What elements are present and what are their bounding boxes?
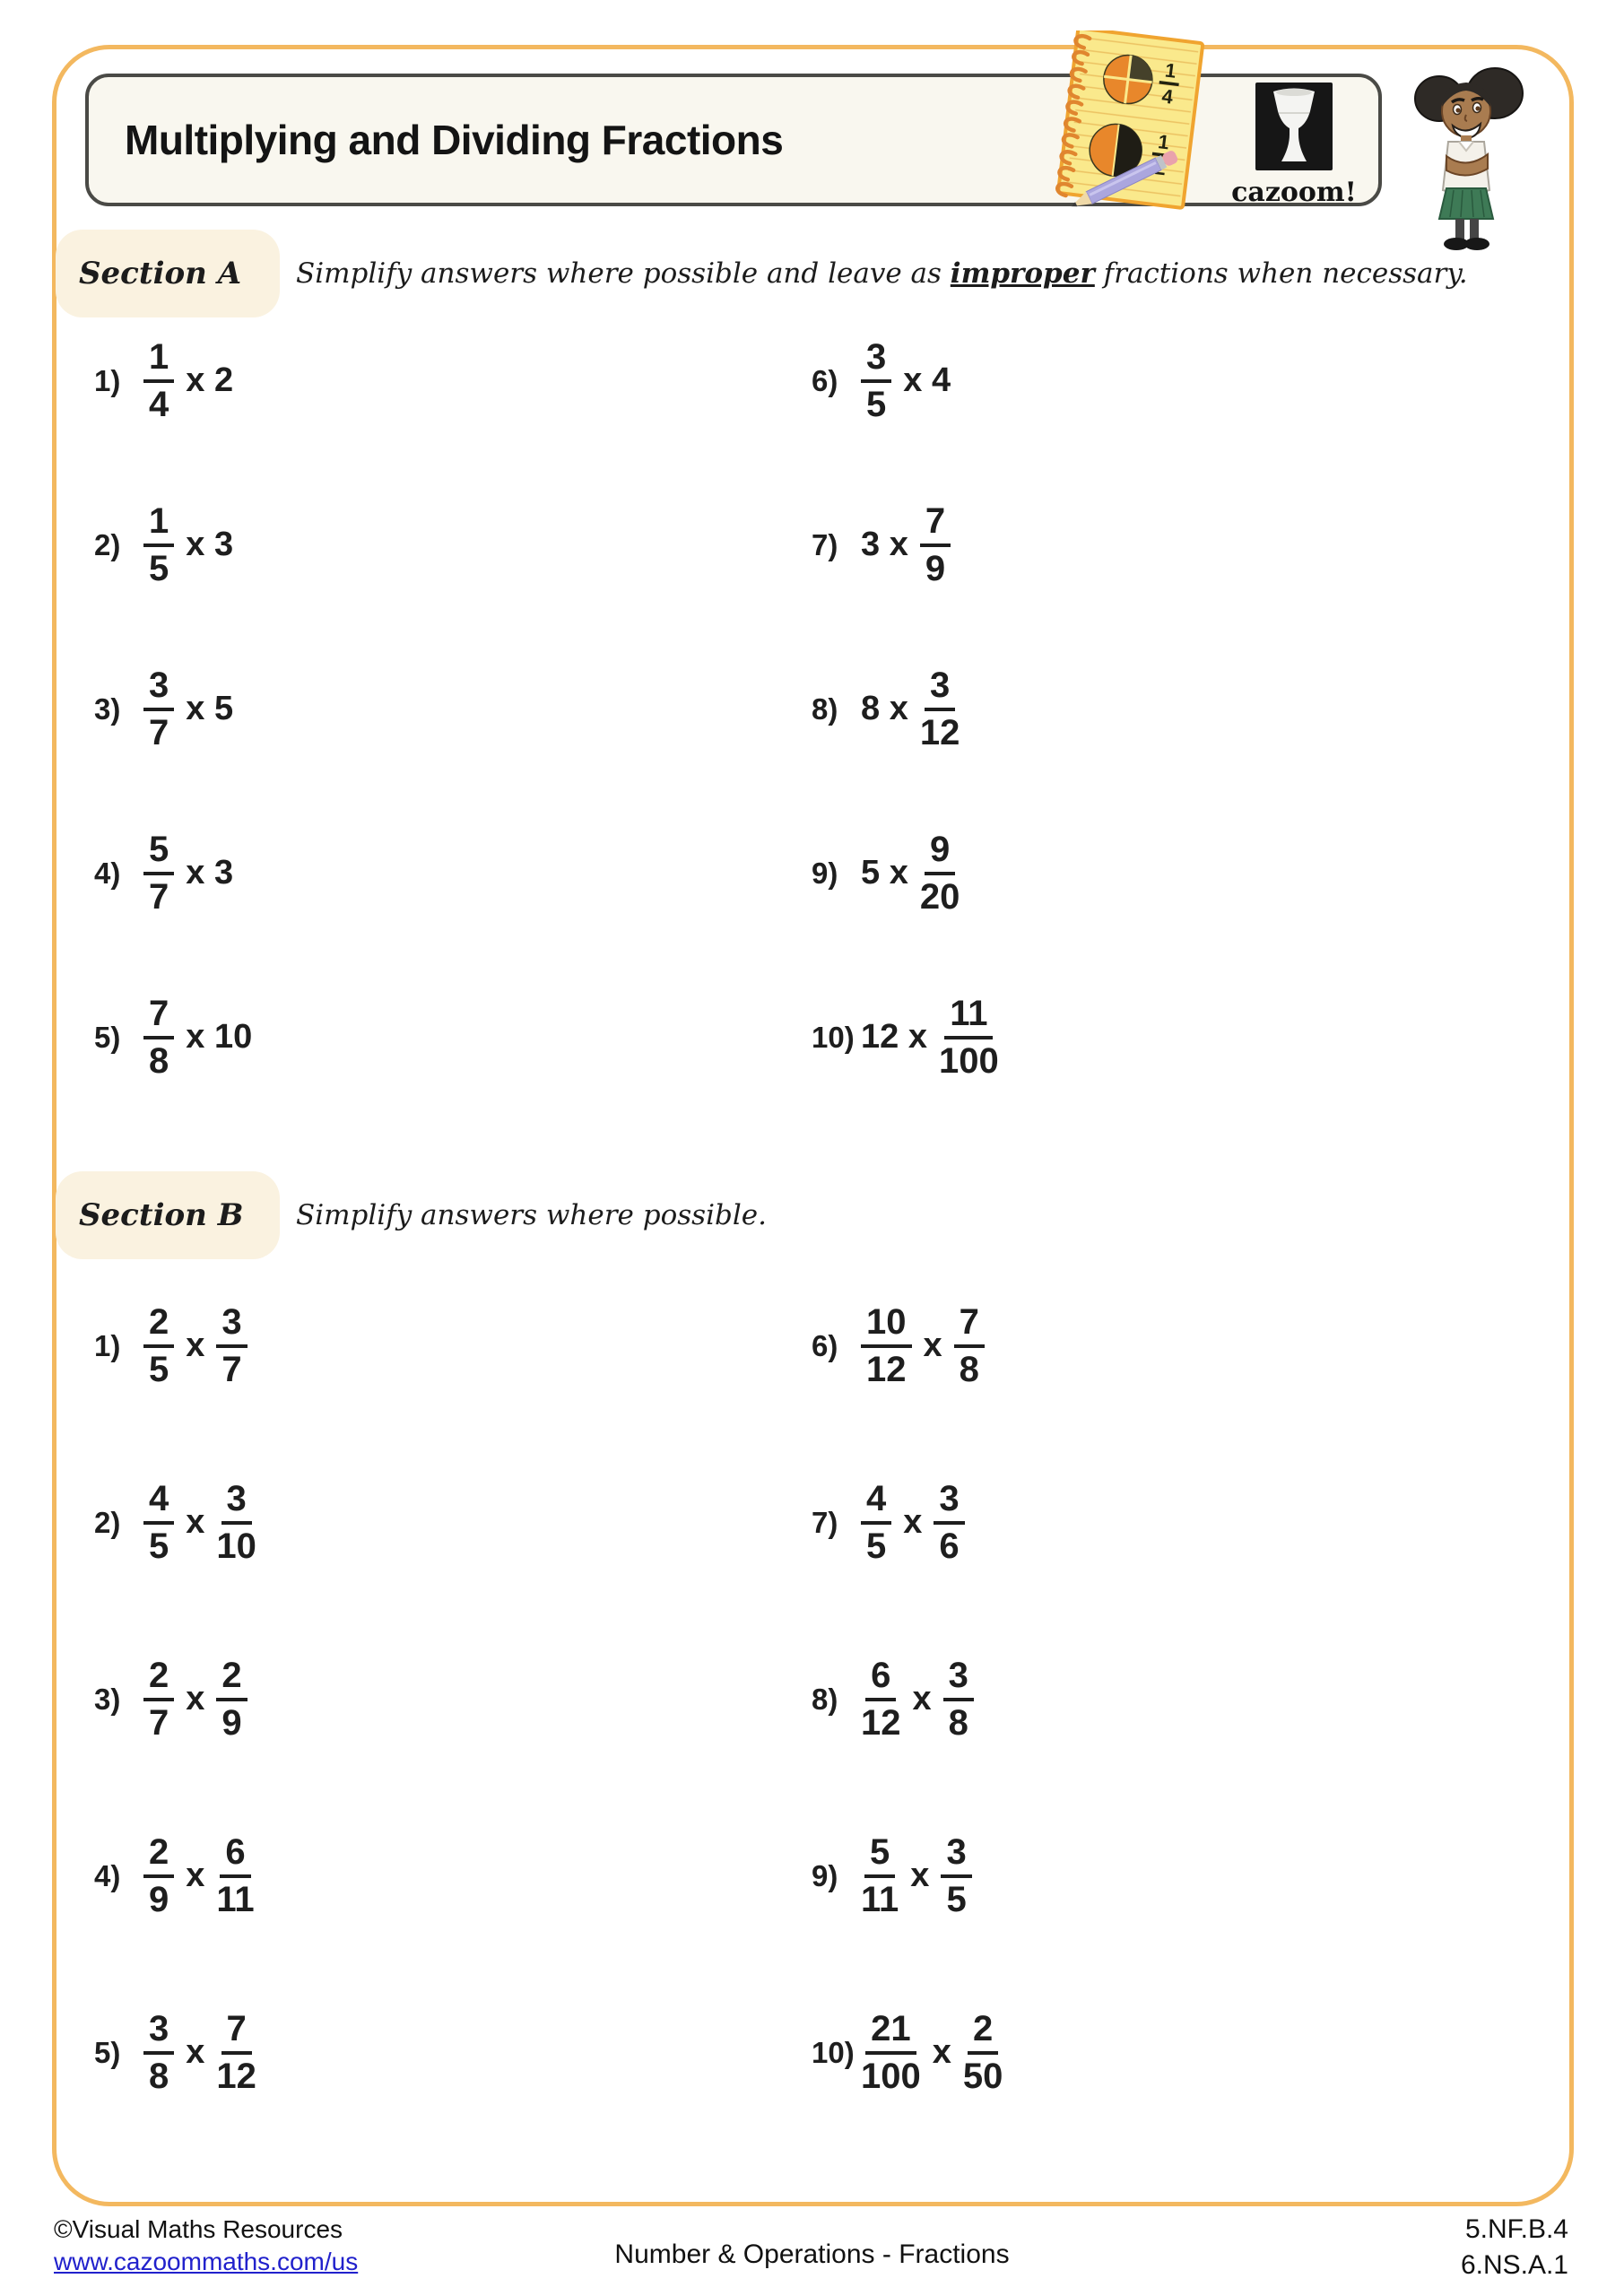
fraction: [861, 1834, 899, 1918]
copyright-text: ©Visual Maths Resources: [54, 2215, 343, 2243]
problem-number: 9): [812, 856, 838, 890]
fraction-denominator: 4: [149, 385, 169, 424]
problem-number: 3): [94, 1682, 121, 1716]
operand-text: x: [186, 2033, 205, 2071]
problem-row: [94, 955, 252, 1119]
problem-number: 8): [812, 691, 838, 726]
problem-expression: [143, 1657, 248, 1741]
student-illustration: [1412, 65, 1524, 251]
fraction-denominator: 9: [221, 1703, 242, 1743]
section-b-label: Section B: [79, 1197, 244, 1233]
fraction-numerator: 5: [864, 1834, 895, 1878]
fraction: [143, 1834, 174, 1918]
fraction-numerator: 1: [143, 503, 174, 547]
problem-expression: [861, 1657, 974, 1741]
fraction-denominator: 12: [919, 713, 960, 752]
problem-row: [812, 1611, 1003, 1787]
fraction-numerator: 7: [143, 996, 174, 1039]
fraction: [143, 831, 174, 915]
problem-expression: [143, 996, 252, 1079]
fraction-numerator: 6: [865, 1657, 896, 1701]
fraction-numerator: 3: [934, 1481, 964, 1525]
instruction-emphasis: improper: [950, 257, 1095, 290]
fraction: [216, 2011, 256, 2094]
fraction-numerator: 7: [221, 2011, 252, 2055]
fraction-denominator: 9: [925, 549, 946, 588]
problem-expression: [861, 503, 951, 587]
fraction: [143, 996, 174, 1079]
problem-row: [94, 791, 252, 955]
footer-category: Number & Operations - Fractions: [614, 2239, 1010, 2269]
problem-expression: [143, 2011, 256, 2094]
operand-text: x: [186, 1326, 205, 1364]
fraction-denominator: 7: [149, 713, 169, 752]
fraction: [920, 667, 960, 751]
problem-row: [812, 1434, 1003, 1611]
fraction-numerator: 4: [861, 1481, 891, 1525]
fraction: [143, 1481, 174, 1564]
operand-text: 12 x: [861, 1018, 927, 1056]
problem-number: 10): [812, 2035, 855, 2069]
fraction-numerator: 3: [943, 1657, 974, 1701]
problem-expression: [861, 2011, 1003, 2094]
problem-number: 1): [94, 363, 121, 397]
fraction: [861, 2011, 921, 2094]
cazoom-drum-icon: [1255, 83, 1333, 170]
problem-expression: [861, 667, 960, 751]
fraction: [939, 996, 999, 1079]
fraction-numerator: 2: [143, 1834, 174, 1878]
problem-expression: [143, 667, 233, 751]
operand-text: 5 x: [861, 854, 908, 891]
operand-text: 3 x: [861, 526, 908, 563]
svg-text:1: 1: [1157, 130, 1171, 154]
operand-text: x 5: [186, 690, 234, 727]
problem-row: [94, 1611, 256, 1787]
fraction-numerator: 1: [143, 339, 174, 383]
fraction-numerator: 2: [143, 1657, 174, 1701]
fraction: [143, 667, 174, 751]
problem-number: 2): [94, 527, 121, 561]
fraction-denominator: 8: [948, 1703, 968, 1743]
problem-number: 6): [812, 363, 838, 397]
operand-text: x: [912, 1680, 932, 1718]
operand-text: x 3: [186, 526, 234, 563]
problem-row: [94, 463, 252, 627]
fraction: [920, 503, 951, 587]
fraction: [861, 1481, 891, 1564]
fraction-denominator: 8: [149, 2057, 169, 2096]
section-b-instruction: [296, 1199, 767, 1231]
section-a-header: [56, 230, 1468, 317]
fraction-numerator: 5: [143, 831, 174, 875]
fraction-denominator: 9: [149, 1880, 169, 1919]
problem-number: 4): [94, 1858, 121, 1892]
problem-number: 7): [812, 527, 838, 561]
fraction: [963, 2011, 1003, 2094]
fraction-numerator: 3: [861, 339, 891, 383]
problem-number: 1): [94, 1328, 121, 1362]
fraction: [954, 1304, 985, 1387]
fraction-numerator: 3: [143, 667, 174, 711]
operand-text: x 10: [186, 1018, 253, 1056]
problem-expression: [143, 1304, 248, 1387]
fraction-denominator: 5: [946, 1880, 967, 1919]
operand-text: x: [186, 1857, 205, 1894]
operand-text: x: [186, 1503, 205, 1541]
problem-expression: [861, 1304, 985, 1387]
fraction-numerator: 3: [941, 1834, 971, 1878]
problem-number: 10): [812, 1020, 855, 1054]
fraction-denominator: 5: [866, 385, 887, 424]
svg-text:1: 1: [1163, 58, 1178, 83]
standard-code: 6.NS.A.1: [1460, 2249, 1568, 2280]
problem-row: [94, 1434, 256, 1611]
operand-text: x 3: [186, 854, 234, 891]
fraction-numerator: 11: [944, 996, 993, 1039]
fraction-denominator: 7: [221, 1350, 242, 1389]
problem-row: [812, 1787, 1003, 1964]
instruction-text: Simplify answers where possible.: [296, 1199, 767, 1231]
fraction: [861, 339, 891, 422]
problem-number: 8): [812, 1682, 838, 1716]
fraction-numerator: 6: [220, 1834, 250, 1878]
problem-expression: [143, 1834, 255, 1918]
fraction: [934, 1481, 964, 1564]
operand-text: x: [903, 1503, 923, 1541]
fraction-denominator: 100: [938, 1041, 999, 1081]
fraction-denominator: 5: [149, 549, 169, 588]
problem-expression: [861, 996, 999, 1079]
problem-row: [812, 1257, 1003, 1434]
problem-expression: [861, 1481, 965, 1564]
problem-row: [94, 299, 252, 463]
fraction: [143, 339, 174, 422]
fraction-denominator: 8: [149, 1041, 169, 1081]
operand-text: 8 x: [861, 690, 908, 727]
problem-number: 4): [94, 856, 121, 890]
instruction-text: Simplify answers where possible and leave as: [296, 257, 951, 290]
fraction-numerator: 2: [216, 1657, 247, 1701]
section-b-left-column: [94, 1257, 256, 2141]
section-b-header: [56, 1171, 767, 1259]
fraction-numerator: 3: [216, 1304, 247, 1348]
fraction: [943, 1657, 974, 1741]
svg-text:4: 4: [1160, 84, 1175, 109]
fraction: [920, 831, 960, 915]
fraction: [216, 1481, 256, 1564]
problem-expression: [143, 1481, 256, 1564]
problem-row: [812, 791, 999, 955]
page-title: Multiplying and Dividing Fractions: [125, 117, 784, 163]
operand-text: x: [186, 1680, 205, 1718]
fraction: [143, 1657, 174, 1741]
problem-expression: [861, 1834, 972, 1918]
fraction-denominator: 11: [861, 1880, 899, 1919]
problem-number: 6): [812, 1328, 838, 1362]
section-a-right-column: [812, 299, 999, 1119]
problem-expression: [143, 339, 233, 422]
fraction-denominator: 8: [959, 1350, 979, 1389]
fraction-numerator: 7: [920, 503, 951, 547]
fraction-denominator: 7: [149, 877, 169, 917]
problem-row: [812, 627, 999, 791]
fraction-numerator: 21: [865, 2011, 916, 2055]
problem-number: 3): [94, 691, 121, 726]
fraction-numerator: 3: [221, 1481, 252, 1525]
section-b-badge: [56, 1171, 280, 1259]
problem-row: [812, 463, 999, 627]
problem-expression: [861, 831, 960, 915]
problem-row: [812, 955, 999, 1119]
problem-row: [94, 1257, 256, 1434]
problem-row: [812, 1964, 1003, 2141]
problem-row: [94, 1964, 256, 2141]
fraction: [861, 1304, 912, 1387]
notebook-illustration: [1040, 30, 1211, 219]
operand-text: x 4: [903, 361, 951, 399]
fraction-numerator: 3: [143, 2011, 174, 2055]
problem-row: [94, 1787, 256, 1964]
problem-expression: [143, 831, 233, 915]
fraction: [143, 1304, 174, 1387]
fraction: [143, 2011, 174, 2094]
fraction-numerator: 2: [143, 1304, 174, 1348]
problem-expression: [143, 503, 233, 587]
fraction: [216, 1657, 247, 1741]
problem-row: [812, 299, 999, 463]
fraction-denominator: 5: [149, 1526, 169, 1566]
standard-code: 5.NF.B.4: [1464, 2214, 1568, 2244]
footer-standards: [1461, 2212, 1568, 2283]
operand-text: x: [932, 2033, 951, 2071]
cazoom-logo-text: cazoom!: [1231, 177, 1357, 208]
fraction-denominator: 10: [216, 1526, 256, 1566]
fraction-numerator: 3: [925, 667, 955, 711]
fraction-denominator: 50: [962, 2057, 1003, 2096]
fraction-denominator: 100: [861, 2057, 921, 2096]
fraction-denominator: 12: [861, 1703, 901, 1743]
fraction-numerator: 10: [861, 1304, 912, 1348]
operand-text: x: [923, 1326, 942, 1364]
section-a-instruction: [296, 257, 1468, 290]
fraction-numerator: 9: [925, 831, 955, 875]
operand-text: x: [910, 1857, 930, 1894]
fraction: [861, 1657, 901, 1741]
fraction-denominator: 5: [149, 1350, 169, 1389]
fraction-numerator: 7: [954, 1304, 985, 1348]
instruction-text: fractions when necessary.: [1094, 257, 1468, 290]
fraction-denominator: 6: [939, 1526, 960, 1566]
fraction-denominator: 7: [149, 1703, 169, 1743]
section-a-left-column: [94, 299, 252, 1119]
problem-number: 5): [94, 1020, 121, 1054]
problem-expression: [861, 339, 951, 422]
fraction-denominator: 12: [866, 1350, 907, 1389]
problem-row: [94, 627, 252, 791]
problem-number: 9): [812, 1858, 838, 1892]
fraction: [143, 503, 174, 587]
problem-number: 7): [812, 1505, 838, 1539]
problem-number: 2): [94, 1505, 121, 1539]
fraction-numerator: 2: [968, 2011, 998, 2055]
fraction: [216, 1304, 247, 1387]
fraction-numerator: 4: [143, 1481, 174, 1525]
operand-text: x 2: [186, 361, 234, 399]
section-b-right-column: [812, 1257, 1003, 2141]
fraction-denominator: 11: [216, 1880, 255, 1919]
fraction-denominator: 20: [919, 877, 960, 917]
fraction-denominator: 12: [216, 2057, 256, 2096]
problem-number: 5): [94, 2035, 121, 2069]
fraction-denominator: 5: [866, 1526, 887, 1566]
website-link[interactable]: www.cazoommaths.com/us: [54, 2248, 359, 2276]
cazoom-logo: [1227, 83, 1361, 206]
fraction: [941, 1834, 971, 1918]
section-a-label: Section A: [79, 256, 242, 291]
fraction: [216, 1834, 254, 1918]
